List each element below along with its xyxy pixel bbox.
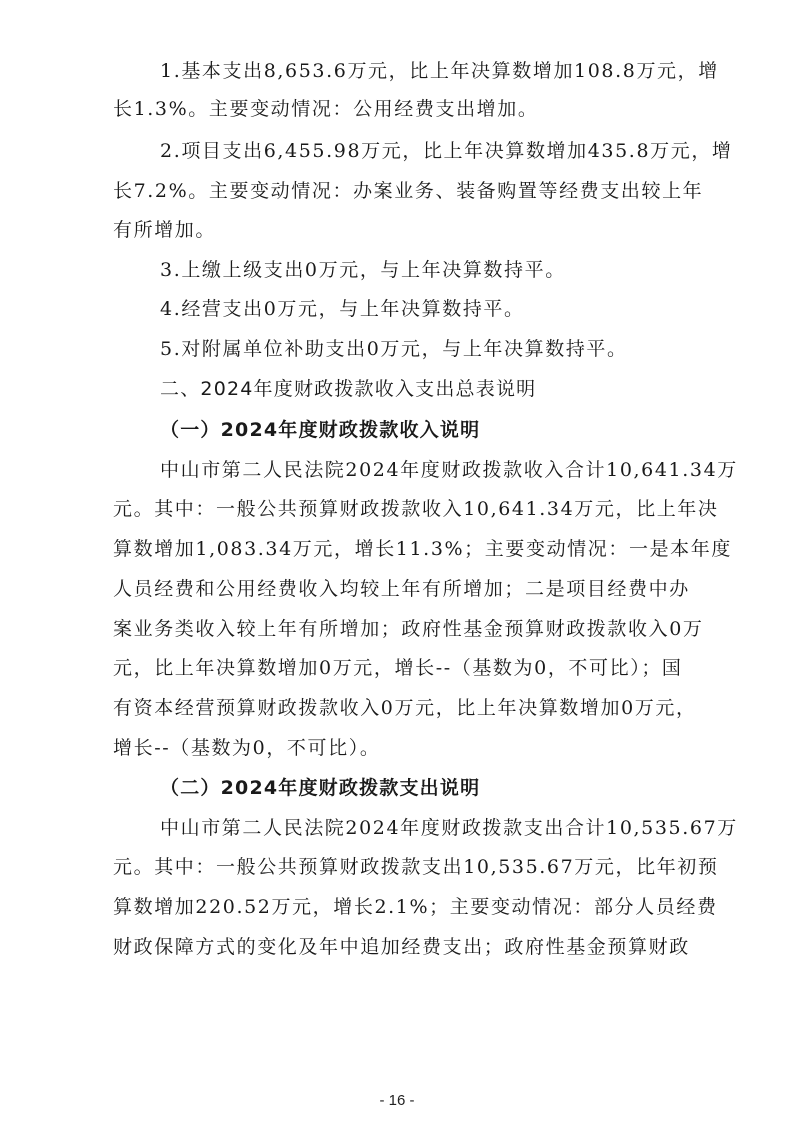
page-number: - 16 - — [379, 1092, 415, 1109]
income-paragraph-line-4: 人员经费和公用经费收入均较上年有所增加；二是项目经费中办 — [113, 578, 690, 600]
item-basic-expenditure: 1.基本支出8,653.6万元，比上年决算数增加108.8万元，增 — [160, 60, 719, 82]
expenditure-paragraph-line-4: 财政保障方式的变化及年中追加经费支出；政府性基金预算财政 — [113, 936, 690, 958]
item-operating-expenditure: 4.经营支出0万元，与上年决算数持平。 — [160, 298, 525, 320]
subsection-heading-expenditure: （二）2024年度财政拨款支出说明 — [160, 777, 481, 799]
income-paragraph-line-2: 元。其中：一般公共预算财政拨款收入10,641.34万元，比上年决 — [113, 498, 719, 520]
item-basic-expenditure-cont: 长1.3%。主要变动情况：公用经费支出增加。 — [113, 98, 539, 120]
income-paragraph-line-3: 算数增加1,083.34万元，增长11.3%；主要变动情况：一是本年度 — [113, 538, 732, 560]
income-paragraph-line-1: 中山市第二人民法院2024年度财政拨款收入合计10,641.34万 — [160, 459, 738, 481]
item-remit-to-superior: 3.上缴上级支出0万元，与上年决算数持平。 — [160, 259, 566, 281]
item-project-expenditure-cont2: 有所增加。 — [113, 219, 217, 241]
item-project-expenditure-cont: 长7.2%。主要变动情况：办案业务、装备购置等经费支出较上年 — [113, 180, 704, 202]
income-paragraph-line-6: 元，比上年决算数增加0万元，增长--（基数为0，不可比）；国 — [113, 657, 683, 679]
item-project-expenditure: 2.项目支出6,455.98万元，比上年决算数增加435.8万元，增 — [160, 140, 733, 162]
item-subsidy-to-affiliates: 5.对附属单位补助支出0万元，与上年决算数持平。 — [160, 338, 628, 360]
expenditure-paragraph-line-3: 算数增加220.52万元，增长2.1%；主要变动情况：部分人员经费 — [113, 896, 718, 918]
expenditure-paragraph-line-1: 中山市第二人民法院2024年度财政拨款支出合计10,535.67万 — [160, 817, 738, 839]
section-heading-2: 二、2024年度财政拨款收入支出总表说明 — [160, 378, 537, 400]
subsection-heading-income: （一）2024年度财政拨款收入说明 — [160, 419, 481, 441]
income-paragraph-line-5: 案业务类收入较上年有所增加；政府性基金预算财政拨款收入0万 — [113, 618, 704, 640]
expenditure-paragraph-line-2: 元。其中：一般公共预算财政拨款支出10,535.67万元，比年初预 — [113, 856, 719, 878]
income-paragraph-line-8: 增长--（基数为0，不可比）。 — [113, 737, 381, 759]
income-paragraph-line-7: 有资本经营预算财政拨款收入0万元，比上年决算数增加0万元， — [113, 697, 697, 719]
